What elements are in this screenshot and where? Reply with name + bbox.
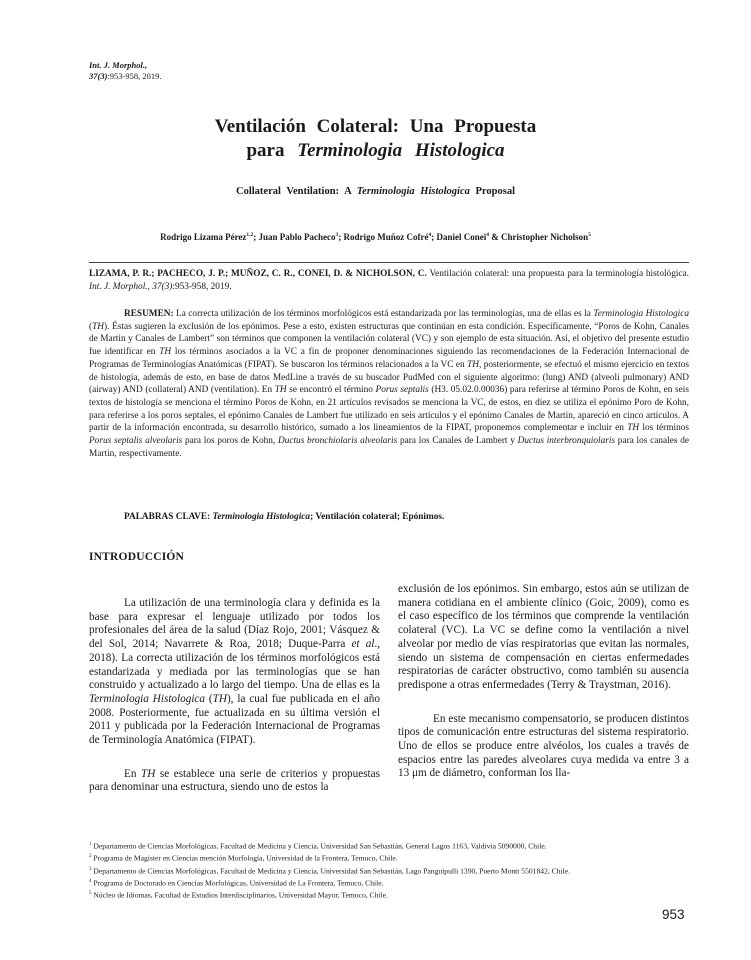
subtitle-suffix: Proposal xyxy=(469,186,515,197)
footnote-text: Núcleo de Idiomas, Facultad de Estudios Interdisciplinarios, Universidad Mayor, Temuco, Chile. xyxy=(91,890,388,900)
author-list xyxy=(0,232,751,242)
author-affiliation-sup: 5 xyxy=(588,232,591,238)
footnote xyxy=(89,889,699,901)
italic-run: Porus septalis alveolaris xyxy=(89,436,183,447)
text-run: (H3. 05.02.0.00036) para referirse al término Poros de Kohn, en seis textos de histología se menciona el término Poros de Kohn, en 21 artículos revisados se menciona la VC, de estos, en diez se utiliza el epónimo Poro de Kohn, para referirse a los poros septales, el epónimo Canales de Lambert fue utilizado en seis artículos y el epónimo Canales de Martin, apareció en cinco artículos. A partir de la información encontrada, su desarrollo histórico, sumado a los lineamientos de la FIPAT, proponemos complementar e incluir en xyxy=(89,385,689,434)
author-affiliation-sup: 4 xyxy=(486,232,490,238)
english-title xyxy=(0,186,751,197)
citation xyxy=(89,268,689,294)
paragraph: En este mecanismo compensatorio, se producen distintos tipos de comunicación entre estructuras del sistema respiratorio. Uno de ellos se produce entre alvéolos, los cuales a través de espacios entre las paredes alveolares cuya medida va entre 3 a 13 μm de diámetro, conforman los lla- xyxy=(398,712,689,780)
footnote xyxy=(89,877,699,889)
section-divider xyxy=(89,262,689,263)
title-line-2-prefix: para xyxy=(246,140,298,161)
text-run: En xyxy=(124,767,141,780)
footnote-text: Departamento de Ciencias Morfológicas, Facultad de Medicina y Ciencia, Universidad San Sebastián, Lago Panguipulli 1390, Puerto Montt 5501842, Chile. xyxy=(91,866,571,876)
author-affiliation-sup: 3 xyxy=(335,232,339,238)
journal-header xyxy=(89,60,162,82)
author-affiliation-sup: 1,2 xyxy=(246,232,254,238)
author-affiliation-sup: 4 xyxy=(428,232,432,238)
footnote-text: Departamento de Ciencias Morfológicas, Facultad de Medicina y Ciencia, Universidad San Sebastián, General Lagos 1163, Valdivia 5090000, Chile. xyxy=(91,841,547,851)
text-run: , posteriormente, se efectuó el mismo ejercicio en textos de histología, además de esto, en base de datos MedLine a través de su buscador PudMed con el siguiente algoritmo: (lung) AND (alveoli pulmonary) AND (airway) AND (collateral) AND (ventilation). En xyxy=(89,359,689,396)
footnote-text: Programa de Magister en Ciencias mención Morfología, Universidad de la Frontera, Temuco, Chile. xyxy=(91,853,398,863)
text-run: los términos xyxy=(639,423,689,434)
text-run: La utilización de una terminología clara y definida es la base para expresar el lenguaje utilizado por todos los profesionales del área de la salud (Díaz Rojo, 2001; Vásquez & del Sol, 2014; Navarrete & Roa, 2018; Duque-Parra xyxy=(89,597,380,651)
footnote-marker: 4 xyxy=(89,878,92,884)
abstract xyxy=(89,308,689,460)
journal-name: Int. J. Morphol., xyxy=(89,60,148,70)
text-run: ., 2018). La correcta utilización de los términos morfológicos está estandarizada y mediada por las terminologías que se han construido y actualizado a lo largo del tiempo. Una de ellas es la xyxy=(89,638,380,692)
title-line-2 xyxy=(0,139,751,163)
footnote-text: Programa de Doctorado en Ciencias Morfológicas, Universidad de La Frontera, Temuco, Chile. xyxy=(91,878,384,888)
text-run: para los poros de Kohn, xyxy=(182,436,278,447)
abstract-label: RESUMEN: xyxy=(124,309,174,319)
footnote-marker: 2 xyxy=(89,854,92,860)
author xyxy=(160,232,258,242)
journal-volume: 37(3) xyxy=(89,71,108,81)
article-title xyxy=(0,115,751,163)
text-run: para los Canales de Lambert y xyxy=(397,436,518,447)
italic-run: TH xyxy=(274,385,287,396)
italic-run: TH xyxy=(467,359,479,370)
subtitle-prefix: Collateral Ventilation: A xyxy=(236,186,357,197)
footnote-marker: 5 xyxy=(89,891,92,897)
author-separator: ; xyxy=(253,232,259,242)
text-run: ( xyxy=(89,321,93,332)
italic-run: TH xyxy=(92,321,104,332)
author xyxy=(437,232,502,242)
text-run: los términos asociados a la VC a fin de proponer denominaciones siguiendo las recomendaciones de la Federación Internacional de Programas de Terminologías Anatómicas (FIPAT). Se buscaron los términos relacionados a la VC en xyxy=(89,347,689,370)
citation-text: Ventilación colateral: una propuesta para la terminología histológica. xyxy=(426,269,690,279)
body-column-right xyxy=(398,583,689,781)
footnote xyxy=(89,840,699,852)
author-separator: & xyxy=(489,232,502,242)
author-separator: ; xyxy=(338,232,344,242)
italic-run: Terminologia Histologica xyxy=(89,692,205,705)
text-run: se establece una serie de criterios y propuestas para denominar una estructura, siendo uno de estos la xyxy=(89,767,380,794)
citation-journal: Int. J. Morphol., 37(3) xyxy=(89,282,173,292)
citation-pages: :953-958, 2019. xyxy=(172,282,232,292)
footnote xyxy=(89,865,699,877)
text-run: ). Éstas sugieren la exclusión de los epónimos. Pese a esto, existen estructuras que continúan en esta condición. Específicamente, “Poros de Kohn, Canales de Martin y Canales de Lambert” son términos que componen la ventilación colateral (VC) y son ejemplo de esta situación. Así, el objetivo del presente estudio fue identificar en xyxy=(89,321,689,358)
journal-pages: :953-958, 2019. xyxy=(107,71,162,81)
author xyxy=(344,232,437,242)
text-run: para los canales de Martin, respectivamente. xyxy=(89,436,689,459)
italic-run: TH xyxy=(159,347,172,358)
author xyxy=(501,232,591,242)
footnote-marker: 1 xyxy=(89,842,92,847)
author-name: Juan Pablo Pacheco xyxy=(258,232,336,242)
text-run: La correcta utilización de los términos morfológicos está estandarizada por las terminologías, una de ellas es la xyxy=(173,309,594,319)
keywords xyxy=(124,512,444,522)
footnote-marker: 3 xyxy=(89,866,92,872)
citation-authors: LIZAMA, P. R.; PACHECO, J. P.; MUÑOZ, C. R., CONEI, D. & NICHOLSON, C. xyxy=(89,269,427,279)
subtitle-italic: Terminologia Histologica xyxy=(356,186,470,197)
page-number: 953 xyxy=(662,907,685,922)
keywords-rest: ; Ventilación colateral; Epónimos. xyxy=(310,512,445,522)
title-line-1: Ventilación Colateral: Una Propuesta xyxy=(214,116,537,137)
author-separator: ; xyxy=(431,232,437,242)
keywords-label: PALABRAS CLAVE: xyxy=(124,512,213,522)
italic-run: Ductus interbronquiolaris xyxy=(517,436,616,447)
text-run: se encontró el término xyxy=(286,385,376,396)
author xyxy=(259,232,344,242)
author-name: Rodrigo Lizama Pérez xyxy=(160,232,247,242)
abstract-body xyxy=(89,309,689,459)
keywords-italic: Terminologia Histologica xyxy=(212,512,311,522)
paragraph xyxy=(89,597,380,748)
text-run: ( xyxy=(205,692,213,705)
paragraph xyxy=(89,768,380,795)
italic-run: TH xyxy=(627,423,640,434)
author-name: Daniel Conei xyxy=(436,232,487,242)
title-line-2-italic: Terminologia Histologica xyxy=(297,140,505,161)
text-run: ), la cual fue publicada en el año 2008. Posteriormente, fue actualizada en su última versión el 2011 y publicada por la Federación Internacional de Programas de Terminología Anatómica (FIPAT). xyxy=(89,692,380,747)
italic-run: Porus septalis xyxy=(375,385,429,396)
affiliation-footnotes xyxy=(89,840,699,902)
italic-run: et al xyxy=(351,638,375,651)
italic-run: TH xyxy=(212,692,227,705)
paragraph: exclusión de los epónimos. Sin embargo, estos aún se utilizan de manera cotidiana en el ambiente clínico (Goic, 2009), como es el caso específico de los términos que comprende la ventilación colateral (VC). La VC se define como la ventilación a nivel alveolar por medio de vías respiratorias que evitan las normales, siendo un sistema de compensación en ciertas enfermedades respiratorias de carácter obstructivo, como también su ausencia predispone a otras enfermedades (Terry & Traystman, 2016). xyxy=(398,583,689,691)
italic-run: Ductus bronchiolaris alveolaris xyxy=(277,436,398,447)
italic-run: Terminologia Histologica xyxy=(593,309,689,319)
author-name: Christopher Nicholson xyxy=(501,232,589,242)
section-heading-introduccion: INTRODUCCIÓN xyxy=(89,551,185,563)
italic-run: TH xyxy=(140,767,156,780)
author-name: Rodrigo Muñoz Cofré xyxy=(343,232,429,242)
footnote xyxy=(89,852,699,864)
body-column-left xyxy=(89,597,380,795)
